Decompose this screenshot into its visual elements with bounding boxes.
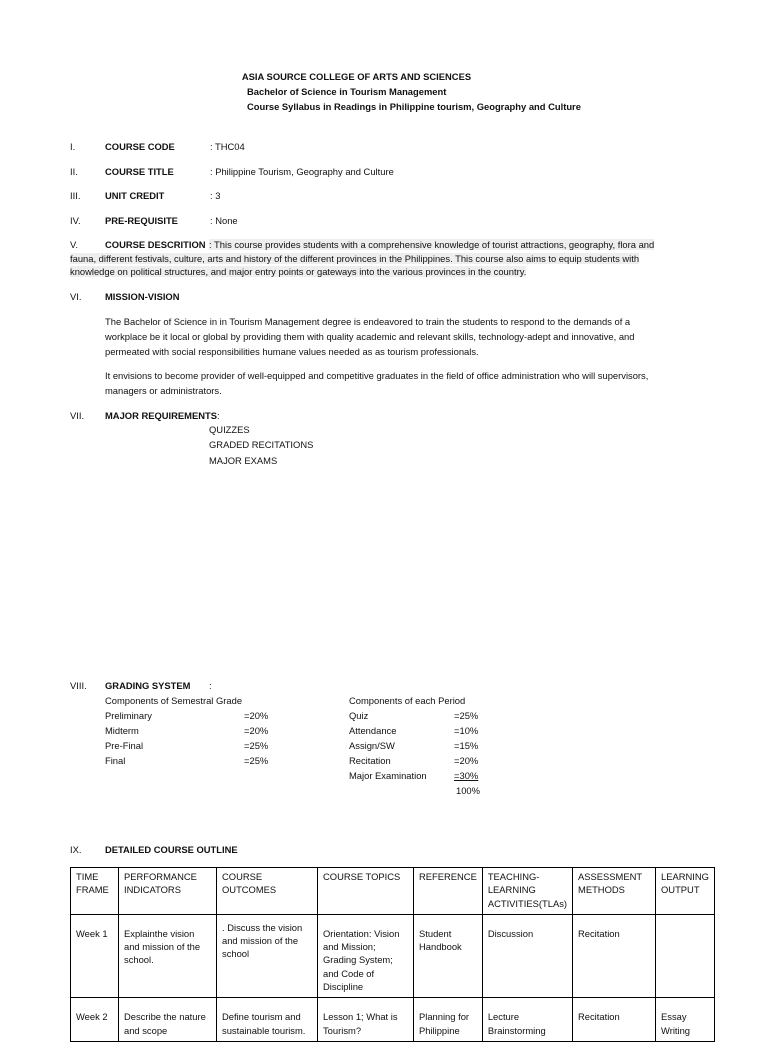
table-row — [71, 998, 715, 1042]
period-value: =20% — [454, 755, 479, 766]
period-name: Recitation — [349, 755, 391, 766]
description-label: COURSE DESCRITION — [105, 239, 206, 250]
semestral-title: Components of Semestral Grade — [105, 695, 243, 706]
table-cell: Lecture Brainstorming — [482, 998, 572, 1042]
course-outline-table — [70, 867, 715, 1042]
header-cell: COURSE OUTCOMES — [217, 868, 318, 915]
grading-colon: : — [209, 680, 212, 691]
school-name: ASIA SOURCE COLLEGE OF ARTS AND SCIENCES — [241, 71, 472, 82]
table-cell: Week 1 — [71, 914, 119, 997]
semestral-name: Pre-Final — [105, 740, 144, 751]
field-num-prerequisite: IV. — [70, 215, 81, 226]
outline-num: IX. — [70, 844, 82, 855]
mission-label: MISSION-VISION — [105, 291, 180, 302]
field-label-course-code: COURSE CODE — [105, 141, 175, 152]
period-title: Components of each Period — [349, 695, 466, 706]
header-cell: TEACHING-LEARNING ACTIVITIES(TLAs) — [482, 868, 572, 915]
table-cell: Recitation — [573, 914, 656, 997]
mission-p1-line-1: The Bachelor of Science in in Tourism Management degree is endeavored to train the students to respond to the demands of a — [105, 316, 631, 327]
description-line-2: fauna, different festivals, culture, arts and history of the different provinces in the Philippines. This course also aims to equip students with — [70, 253, 640, 264]
mission-p1-line-3: permeated with social responsibilities humane values needed as as tourism professionals. — [105, 346, 479, 357]
period-value: =10% — [454, 725, 479, 736]
field-value-prerequisite: : None — [210, 215, 238, 226]
field-value-unit-credit: : 3 — [210, 190, 221, 201]
period-name: Major Examination — [349, 770, 427, 781]
table-cell: Student Handbook — [414, 914, 483, 997]
table-cell: . Discuss the vision and mission of the school — [217, 914, 318, 997]
mission-num: VI. — [70, 291, 82, 302]
syllabus-title: Course Syllabus in Readings in Philippine tourism, Geography and Culture — [247, 101, 581, 112]
header-cell: ASSESSMENT METHODS — [573, 868, 656, 915]
field-value-course-code: : THC04 — [210, 141, 245, 152]
table-cell: Planning for Philippine — [414, 998, 483, 1042]
header-cell: REFERENCE — [414, 868, 483, 915]
requirements-label: MAJOR REQUIREMENTS — [105, 410, 217, 421]
table-cell: Essay Writing — [656, 998, 715, 1042]
table-cell: Recitation — [573, 998, 656, 1042]
requirements-heading — [105, 410, 220, 421]
header-cell: TIME FRAME — [71, 868, 119, 915]
table-cell: Lesson 1; What is Tourism? — [318, 998, 414, 1042]
field-label-prerequisite: PRE-REQUISITE — [105, 215, 178, 226]
period-name: Assign/SW — [349, 740, 395, 751]
semestral-value: =25% — [244, 755, 269, 766]
description-line-3: knowledge on political structures, and major entry points or gateways into the various provinces in the country. — [70, 266, 527, 277]
grading-label: GRADING SYSTEM — [105, 680, 191, 691]
header-cell: PERFORMANCE INDICATORS — [119, 868, 217, 915]
semestral-name: Preliminary — [105, 710, 152, 721]
semestral-value: =25% — [244, 740, 269, 751]
field-label-course-title: COURSE TITLE — [105, 166, 174, 177]
period-value: =15% — [454, 740, 479, 751]
grading-num: VIII. — [70, 680, 87, 691]
field-label-unit-credit: UNIT CREDIT — [105, 190, 165, 201]
field-num-course-title: II. — [70, 166, 78, 177]
mission-p2-line-2: managers or administrators. — [105, 385, 222, 396]
requirement-item: QUIZZES — [209, 424, 250, 435]
description-line-1: : This course provides students with a comprehensive knowledge of tourist attractions, geography, flora and — [209, 239, 655, 250]
period-name: Attendance — [349, 725, 397, 736]
semestral-value: =20% — [244, 725, 269, 736]
semestral-name: Final — [105, 755, 126, 766]
table-header-row — [71, 868, 715, 915]
field-value-course-title: : Philippine Tourism, Geography and Culture — [210, 166, 394, 177]
table-cell: Describe the nature and scope — [119, 998, 217, 1042]
program-name: Bachelor of Science in Tourism Management — [247, 86, 447, 97]
table-cell — [656, 914, 715, 997]
table-cell: Explainthe vision and mission of the school. — [119, 914, 217, 997]
field-num-unit-credit: III. — [70, 190, 81, 201]
table-cell: Week 2 — [71, 998, 119, 1042]
period-value: =25% — [454, 710, 479, 721]
semestral-name: Midterm — [105, 725, 139, 736]
requirement-item: GRADED RECITATIONS — [209, 439, 314, 450]
mission-p2-line-1: It envisions to become provider of well-equipped and competitive graduates in the field of office administration who will supervisors, — [105, 370, 649, 381]
header-cell: LEARNING OUTPUT — [656, 868, 715, 915]
period-total: 100% — [456, 785, 480, 796]
requirement-item: MAJOR EXAMS — [209, 455, 278, 466]
header-cell: COURSE TOPICS — [318, 868, 414, 915]
table-cell: Orientation: Vision and Mission; Grading System; and Code of Discipline — [318, 914, 414, 997]
mission-p1-line-2: workplace be it local or global by providing them with quality academic and relevant skills, technology-adept and innovative, and — [105, 331, 635, 342]
table-cell: Define tourism and sustainable tourism. — [217, 998, 318, 1042]
table-cell: Discussion — [482, 914, 572, 997]
field-num-course-code: I. — [70, 141, 76, 152]
requirements-colon: : — [217, 410, 220, 421]
description-num: V. — [70, 239, 78, 250]
requirements-num: VII. — [70, 410, 85, 421]
period-value: =30% — [454, 770, 479, 781]
table-row — [71, 914, 715, 997]
outline-label: DETAILED COURSE OUTLINE — [105, 844, 238, 855]
semestral-value: =20% — [244, 710, 269, 721]
period-name: Quiz — [349, 710, 369, 721]
